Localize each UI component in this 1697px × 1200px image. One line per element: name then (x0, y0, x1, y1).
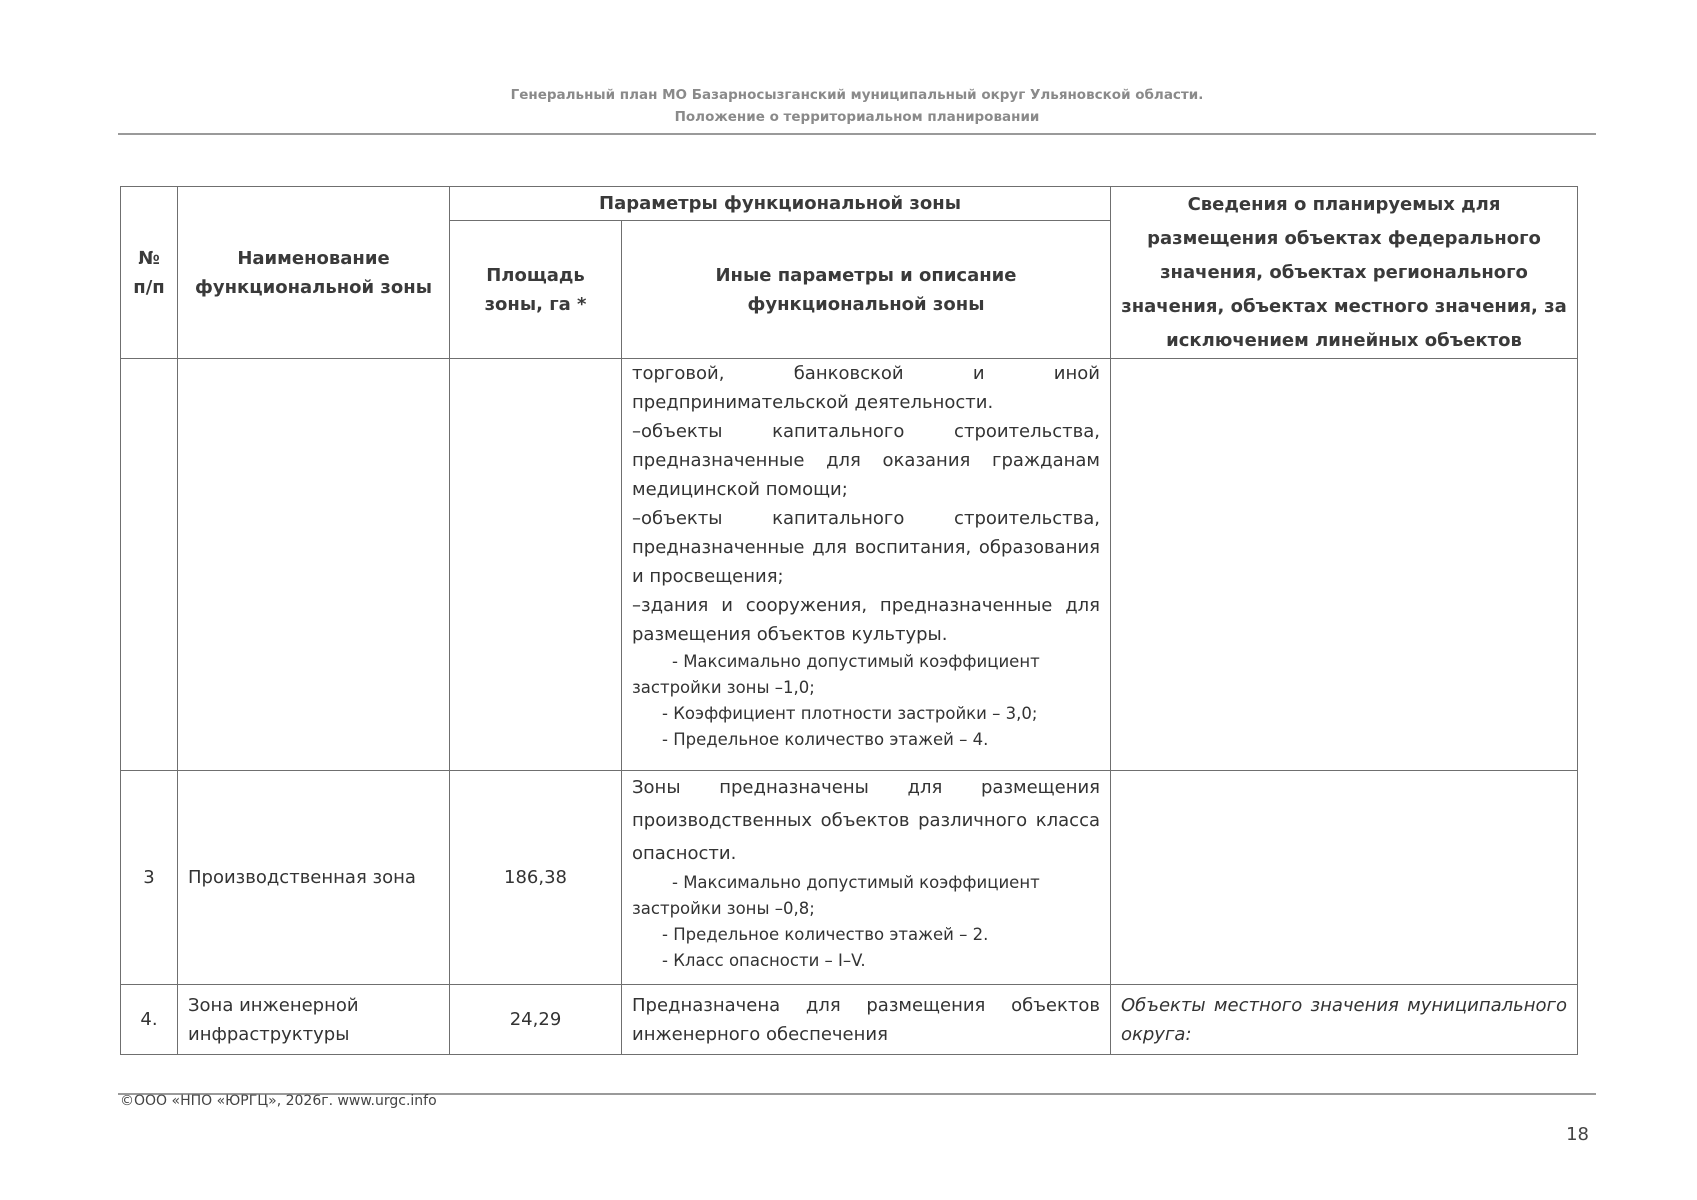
zone-area: 186,38 (450, 771, 622, 985)
planned-objects: Объекты местного значения муниципального округа: (1111, 985, 1578, 1055)
zone-area: 24,29 (450, 985, 622, 1055)
row-number: 4. (121, 985, 178, 1055)
planned-objects (1111, 359, 1578, 771)
planned-objects (1111, 771, 1578, 985)
table-row (121, 359, 1578, 771)
column-header-zone-parameters: Параметры функциональной зоны (450, 187, 1111, 221)
zone-parameters: - Максимально допустимый коэффициент застройки зоны –0,8; - Предельное количество этажей – 2. - Класс опасности – I–V. (632, 873, 1040, 970)
zone-description: Предназначена для размещения объектов инженерного обеспечения (622, 985, 1111, 1055)
zone-name: Зона инженерной инфраструктуры (178, 985, 450, 1055)
zone-name: Производственная зона (178, 771, 450, 985)
header-subtitle: Положение о территориальном планировании (674, 109, 1040, 125)
row-number: 3 (121, 771, 178, 985)
zone-area (450, 359, 622, 771)
functional-zones-table (120, 186, 1578, 1055)
header-title: Генеральный план МО Базарносызганский муниципальный округ Ульяновской области. (510, 87, 1204, 103)
zone-name (178, 359, 450, 771)
column-header-area: Площадь зоны, га * (450, 221, 622, 359)
table-row (121, 985, 1578, 1055)
row-number (121, 359, 178, 771)
column-header-number: № п/п (121, 187, 178, 359)
zone-parameters: - Максимально допустимый коэффициент застройки зоны –1,0; - Коэффициент плотности застройки – 3,0; - Предельное количество этажей – 4. (632, 652, 1040, 749)
column-header-planned-objects: Сведения о планируемых для размещения объектах федерального значения, объектах регионального значения, объектах местного значения, за исключением линейных объектов (1111, 187, 1578, 359)
column-header-other-parameters: Иные параметры и описание функциональной зоны (622, 221, 1111, 359)
page-number: 18 (1566, 1124, 1589, 1145)
table-row (121, 771, 1578, 985)
zone-description: торговой, банковской и иной предпринимательской деятельности. –объекты капитального строительства, предназначенные для оказания гражданам медицинской помощи; –объекты капитального строительства, предназначенные для воспитания, образования и просвещения; –здания и сооружения, предназначенные для размещения объектов культуры. - Максимально допустимый коэффициент застройки зоны –1,0; - Коэффициент плотности застройки – 3,0; - Предельное количество этажей – 4. (622, 359, 1111, 771)
header-divider (118, 133, 1596, 135)
document-header (118, 84, 1596, 128)
copyright: ©ООО «НПО «ЮРГЦ», 2026г. www.urgc.info (120, 1093, 437, 1109)
column-header-zone-name: Наименование функциональной зоны (178, 187, 450, 359)
zone-description: Зоны предназначены для размещения производственных объектов различного класса опасности. - Максимально допустимый коэффициент застройки зоны –0,8; - Предельное количество этажей – 2. - Класс опасности – I–V. (622, 771, 1111, 985)
